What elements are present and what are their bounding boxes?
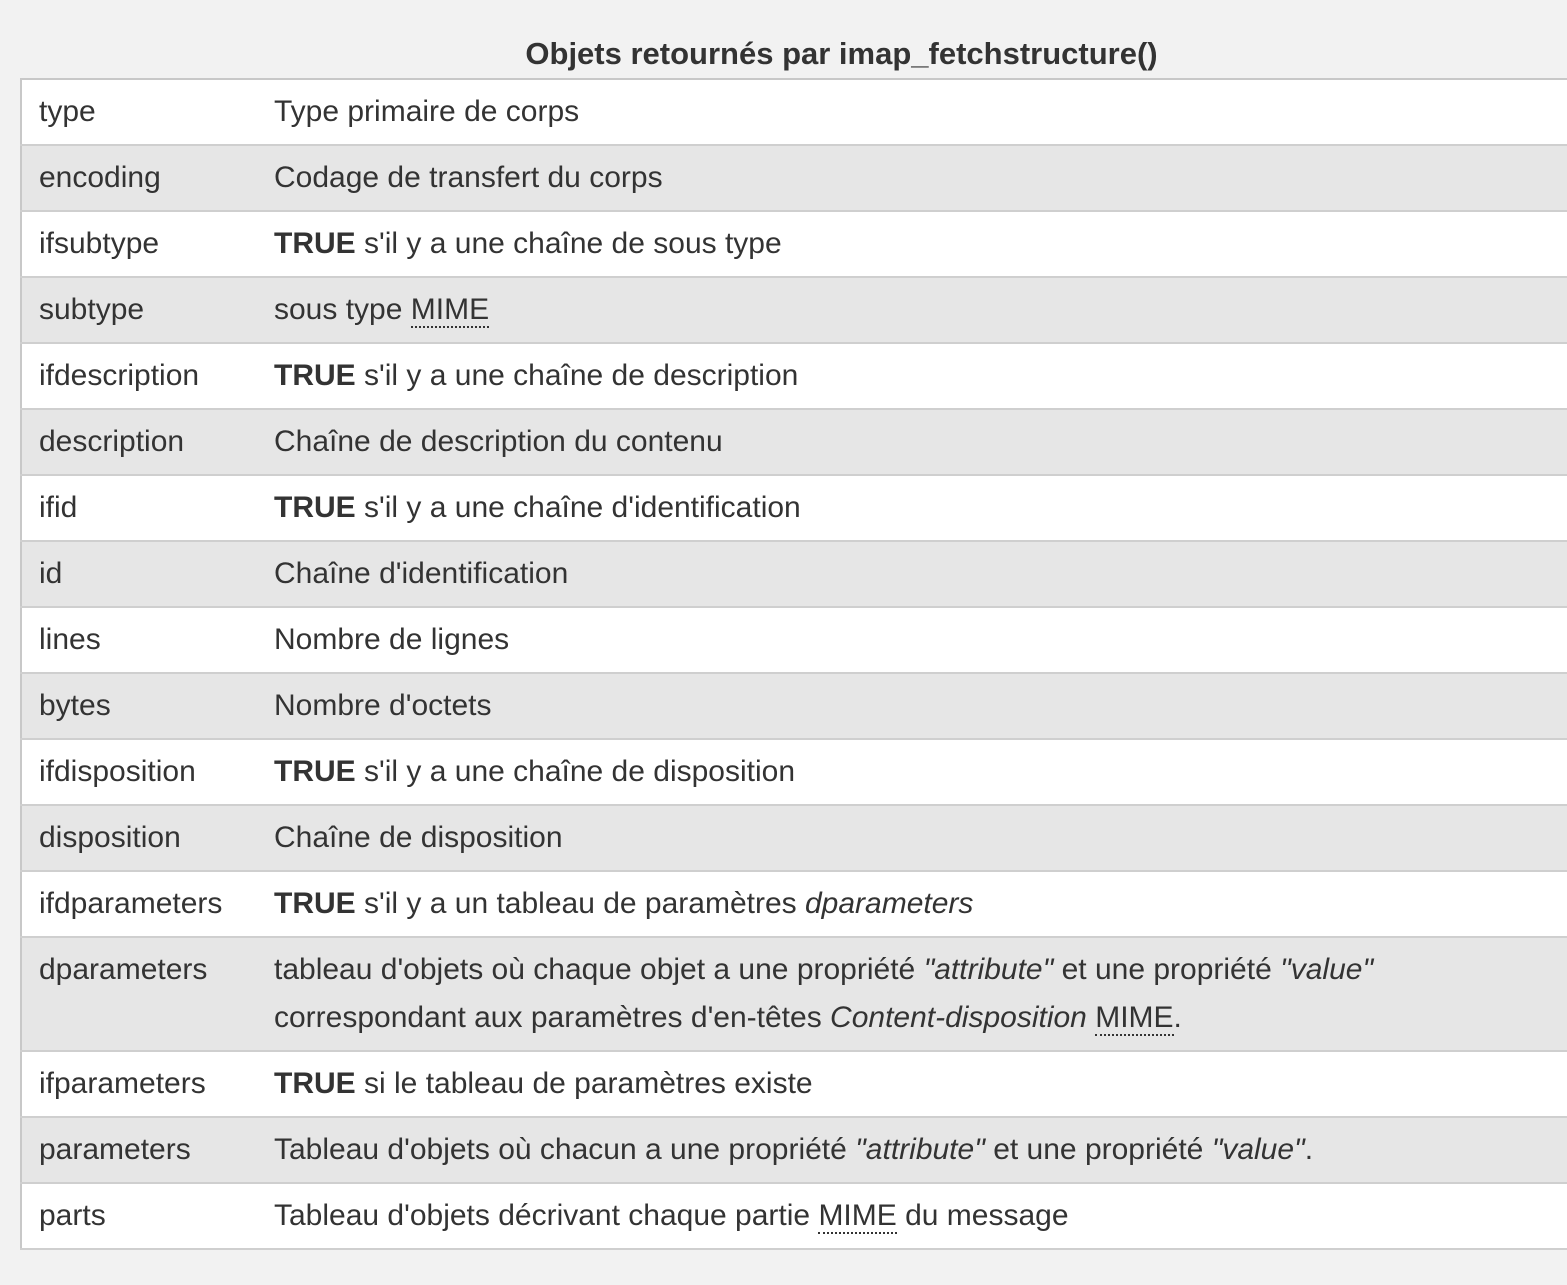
table-row	[21, 607, 1567, 673]
property-name: ifdescription	[39, 359, 200, 392]
description-text: Tableau d'objets où chacun a une propriété	[274, 1133, 856, 1166]
property-name: bytes	[39, 689, 111, 722]
fetchstructure-table	[20, 78, 1567, 1250]
property-name: subtype	[39, 293, 145, 326]
property-name: encoding	[39, 161, 161, 194]
property-description	[257, 607, 1567, 673]
property-description	[257, 79, 1567, 145]
description-text: correspondant aux paramètres d'en-têtes	[274, 1001, 831, 1034]
property-description	[257, 145, 1567, 211]
property-name: ifdparameters	[39, 887, 223, 920]
table-row	[21, 79, 1567, 145]
description-text: tableau d'objets où chaque objet a une propriété	[274, 953, 924, 986]
property-description	[257, 1183, 1567, 1249]
property-description	[257, 739, 1567, 805]
boolean-keyword: TRUE	[274, 359, 356, 392]
table-caption: Objets retournés par imap_fetchstructure()	[525, 36, 1158, 71]
property-name: ifparameters	[39, 1067, 206, 1100]
description-text: et une propriété	[1053, 953, 1281, 986]
structure-table-container	[20, 0, 1567, 1250]
property-name: id	[39, 557, 63, 590]
boolean-keyword: TRUE	[274, 227, 356, 260]
description-line	[274, 1060, 1528, 1108]
emphasis-text: "attribute"	[923, 953, 1054, 986]
description-text: Nombre d'octets	[274, 689, 492, 722]
table-row	[21, 937, 1567, 1051]
description-line	[274, 286, 1528, 334]
table-row	[21, 1117, 1567, 1183]
property-name: type	[39, 95, 96, 128]
property-name: ifsubtype	[39, 227, 160, 260]
description-text: sous type	[274, 293, 411, 326]
description-text: s'il y a une chaîne de disposition	[355, 755, 796, 788]
property-name: lines	[39, 623, 101, 656]
emphasis-text: dparameters	[804, 887, 974, 920]
description-text: s'il y a une chaîne d'identification	[355, 491, 801, 524]
emphasis-text: "value"	[1211, 1133, 1305, 1166]
property-description	[257, 1117, 1567, 1183]
property-description	[257, 475, 1567, 541]
boolean-keyword: TRUE	[274, 491, 356, 524]
table-row	[21, 145, 1567, 211]
property-name: dparameters	[39, 953, 208, 986]
description-text: Tableau d'objets décrivant chaque partie	[274, 1199, 819, 1232]
property-description	[257, 871, 1567, 937]
boolean-keyword: TRUE	[274, 887, 356, 920]
description-line	[274, 682, 1528, 730]
property-description	[257, 673, 1567, 739]
description-text: s'il y a une chaîne de sous type	[355, 227, 782, 260]
description-text: Chaîne de description du contenu	[274, 425, 723, 458]
description-text: Codage de transfert du corps	[274, 161, 663, 194]
mime-abbreviation: MIME	[818, 1199, 897, 1232]
property-name: parameters	[39, 1133, 191, 1166]
table-body	[21, 79, 1567, 1249]
table-row	[21, 277, 1567, 343]
property-description	[257, 343, 1567, 409]
table-row	[21, 805, 1567, 871]
boolean-keyword: TRUE	[274, 1067, 356, 1100]
table-row	[21, 211, 1567, 277]
emphasis-text: Content-disposition	[830, 1001, 1087, 1034]
emphasis-text: "value"	[1280, 953, 1374, 986]
property-name: ifdisposition	[39, 755, 196, 788]
property-description	[257, 277, 1567, 343]
table-row	[21, 541, 1567, 607]
description-text: Chaîne de disposition	[274, 821, 563, 854]
description-line	[274, 154, 1528, 202]
property-name: ifid	[39, 491, 78, 524]
table-row	[21, 1051, 1567, 1117]
description-line	[274, 946, 1528, 994]
description-text: si le tableau de paramètres existe	[355, 1067, 813, 1100]
description-line	[274, 814, 1528, 862]
description-line	[274, 220, 1528, 268]
description-text: Type primaire de corps	[274, 95, 580, 128]
description-text: .	[1173, 1001, 1182, 1034]
description-line	[274, 550, 1528, 598]
property-description	[257, 1051, 1567, 1117]
property-name: parts	[39, 1199, 106, 1232]
description-line	[274, 88, 1528, 136]
description-line	[274, 748, 1528, 796]
description-text: du message	[896, 1199, 1069, 1232]
description-text: .	[1304, 1133, 1314, 1166]
description-line	[274, 484, 1528, 532]
boolean-keyword: TRUE	[274, 755, 356, 788]
description-line	[274, 418, 1528, 466]
property-description	[257, 541, 1567, 607]
table-row	[21, 673, 1567, 739]
description-text: et une propriété	[984, 1133, 1212, 1166]
description-text	[1087, 1001, 1095, 1034]
table-row	[21, 1183, 1567, 1249]
mime-abbreviation: MIME	[1095, 1001, 1174, 1034]
description-text: Chaîne d'identification	[274, 557, 569, 590]
emphasis-text: "attribute"	[855, 1133, 985, 1166]
table-row	[21, 409, 1567, 475]
property-name: disposition	[39, 821, 181, 854]
description-text: Nombre de lignes	[274, 623, 510, 656]
property-description	[257, 211, 1567, 277]
table-row	[21, 739, 1567, 805]
property-description	[257, 409, 1567, 475]
table-row	[21, 475, 1567, 541]
description-line	[274, 1192, 1528, 1240]
table-row	[21, 871, 1567, 937]
description-line	[274, 616, 1528, 664]
description-line	[274, 352, 1528, 400]
mime-abbreviation: MIME	[410, 293, 490, 326]
description-line	[274, 994, 1528, 1042]
property-description	[257, 937, 1567, 1051]
description-text: s'il y a une chaîne de description	[355, 359, 799, 392]
table-row	[21, 343, 1567, 409]
description-line	[274, 1126, 1528, 1174]
property-name: description	[39, 425, 185, 458]
description-text: s'il y a un tableau de paramètres	[355, 887, 805, 920]
description-line	[274, 880, 1528, 928]
property-description	[257, 805, 1567, 871]
